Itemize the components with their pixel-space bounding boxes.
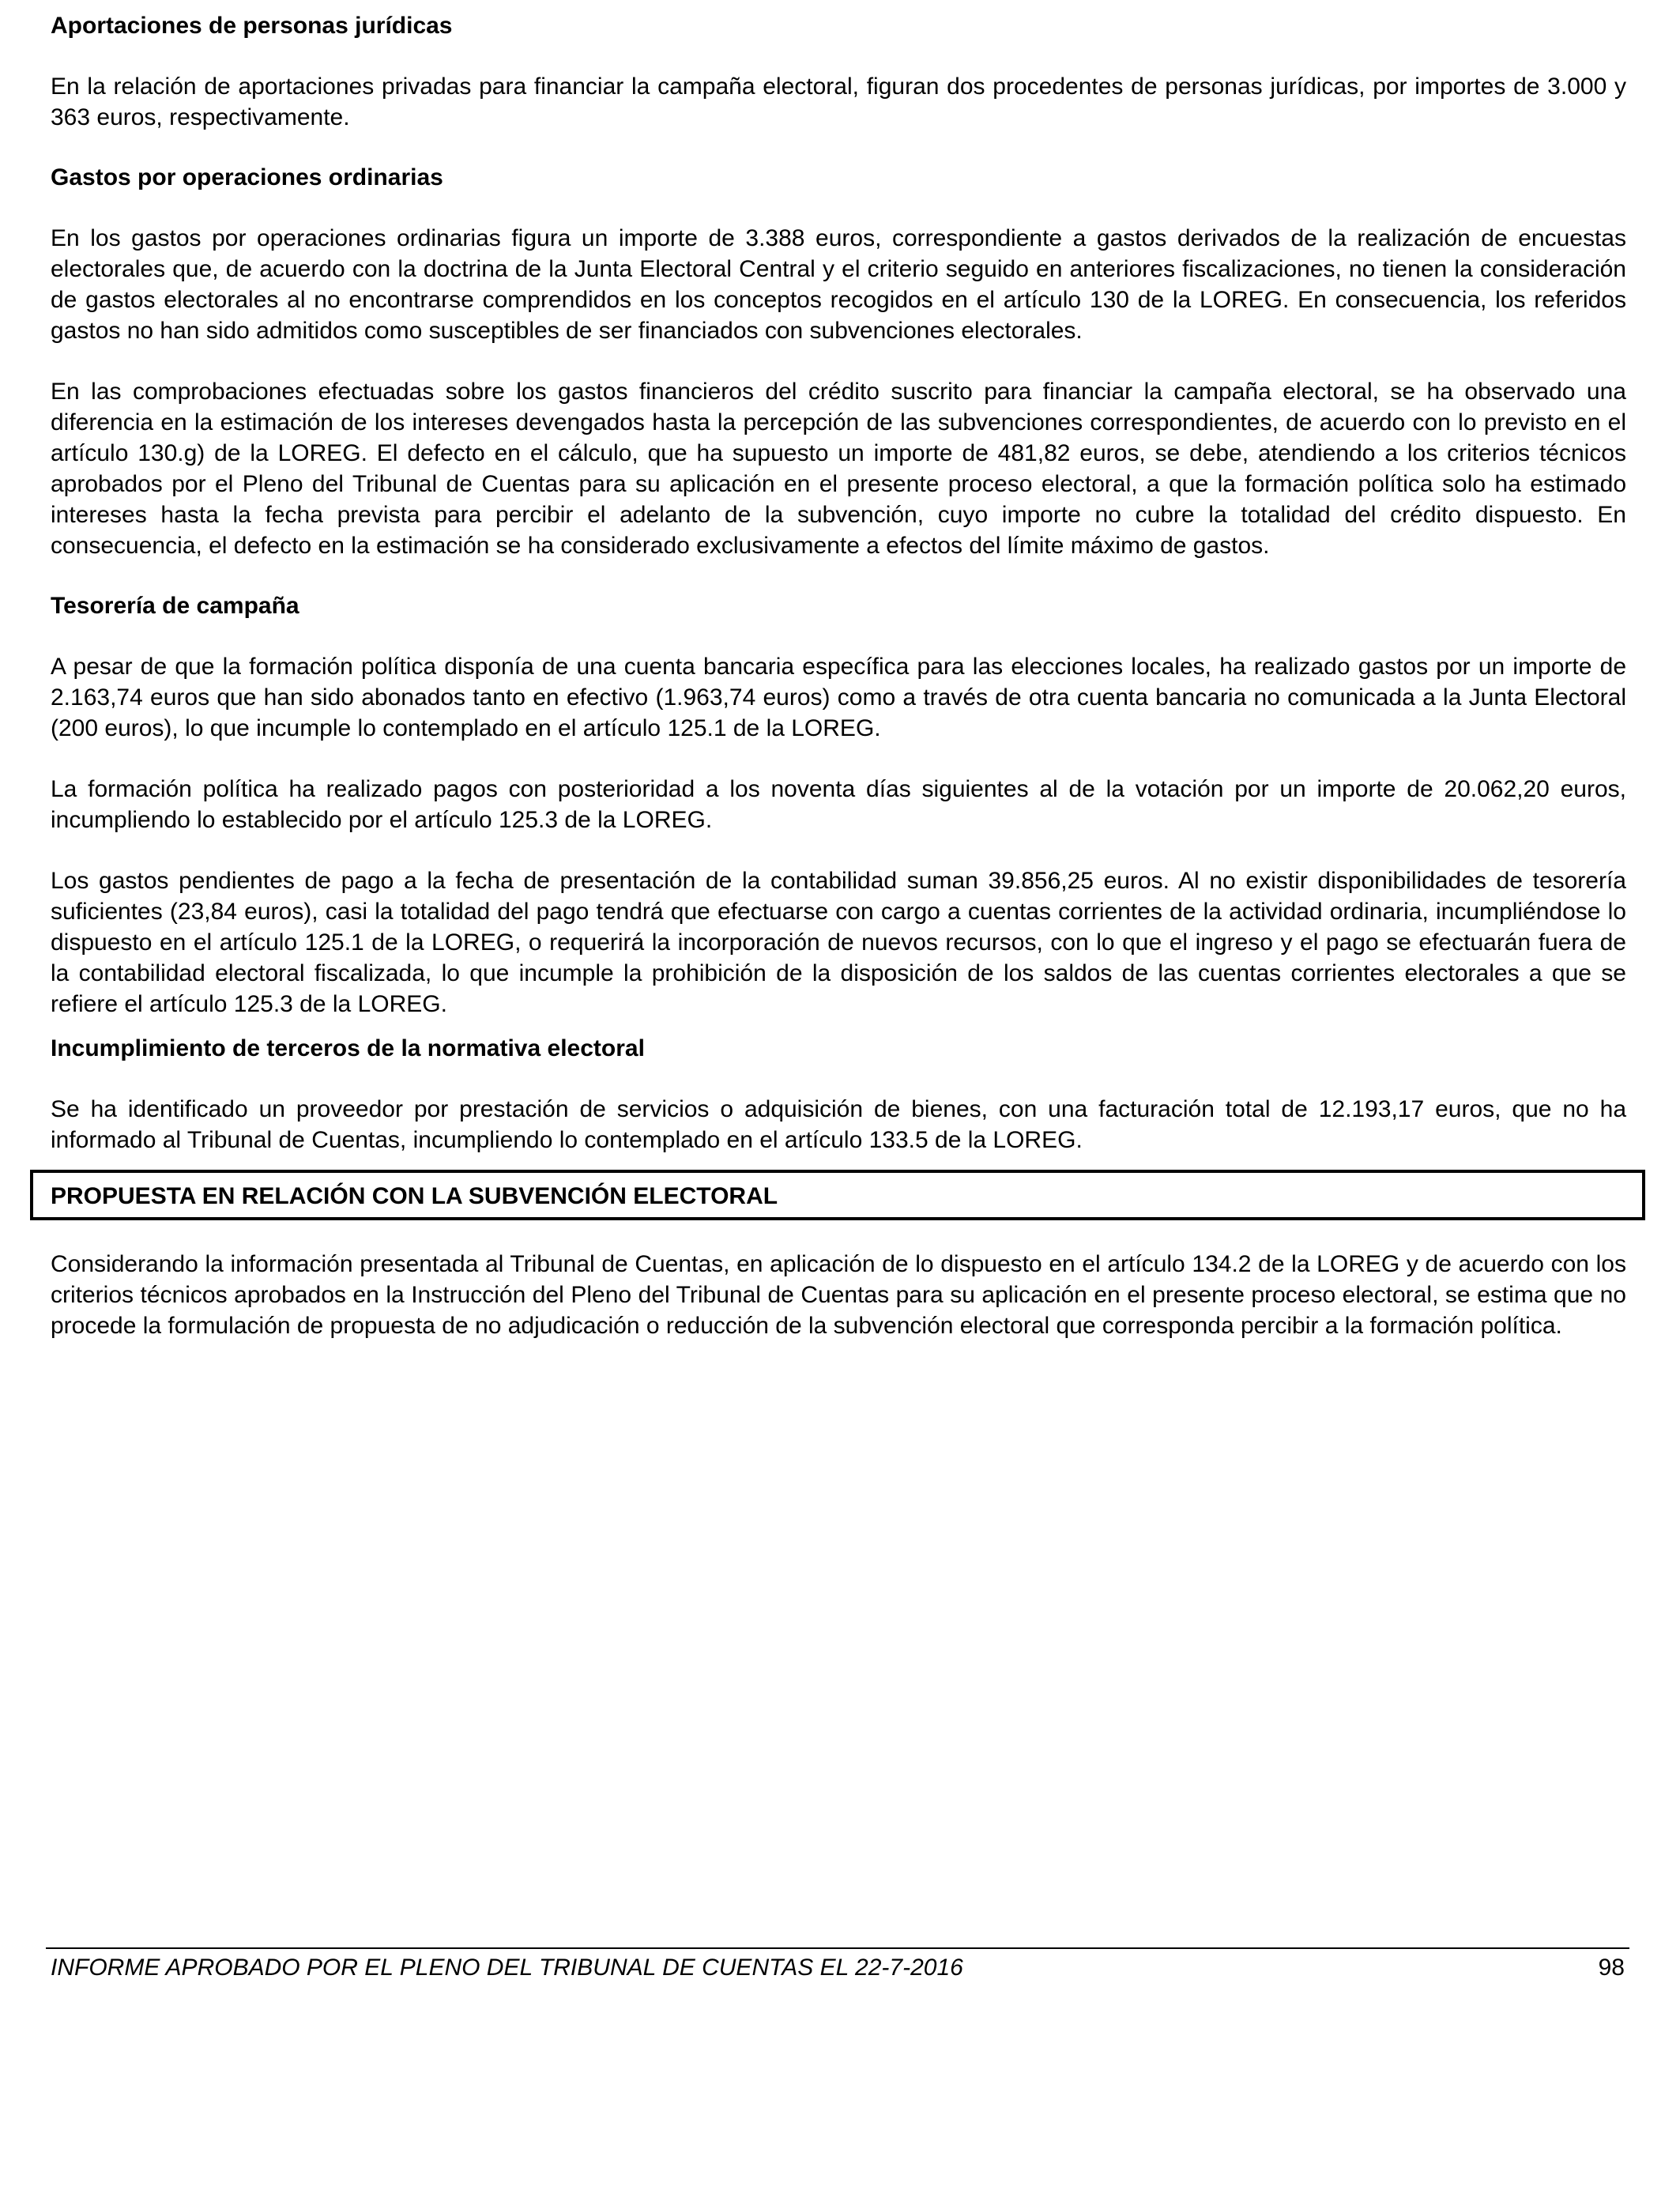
proposal-heading-box: PROPUESTA EN RELACIÓN CON LA SUBVENCIÓN ELECTORAL <box>30 1170 1645 1220</box>
page-number: 98 <box>1598 1955 1625 1981</box>
paragraph: A pesar de que la formación política disponía de una cuenta bancaria específica para las elecciones locales, ha realizado gastos por un importe de 2.163,74 euros que han sido abonados tanto en efectivo (1.963,74 euros) como a través de otra cuenta bancaria no comunicada a la Junta Electoral (200 euros), lo que incumple lo contemplado en el artículo 125.1 de la LOREG. <box>51 654 1626 741</box>
section-propuesta <box>51 1170 1626 1341</box>
page-footer <box>46 1947 1629 1984</box>
paragraph: Considerando la información presentada al Tribunal de Cuentas, en aplicación de lo dispuesto en el artículo 134.2 de la LOREG y de acuerdo con los criterios técnicos aprobados en la Instrucción del Pleno del Tribunal de Cuentas para su aplicación en el presente proceso electoral, se estima que no procede la formulación de propuesta de no adjudicación o reducción de la subvención electoral que corresponda percibir a la formación política. <box>51 1251 1626 1339</box>
section-gastos-ordinarias <box>51 163 1626 561</box>
paragraph: Se ha identificado un proveedor por prestación de servicios o adquisición de bienes, con una facturación total de 12.193,17 euros, que no ha informado al Tribunal de Cuentas, incumpliendo lo contemplado en el artículo 133.5 de la LOREG. <box>51 1096 1626 1153</box>
section-incumplimiento-terceros <box>51 1034 1626 1155</box>
section-tesoreria <box>51 591 1626 1020</box>
section-heading: Incumplimiento de terceros de la normativa electoral <box>51 1035 645 1061</box>
paragraph: En las comprobaciones efectuadas sobre los gastos financieros del crédito suscrito para financiar la campaña electoral, se ha observado una diferencia en la estimación de los intereses devengados hasta la percepción de las subvenciones correspondientes, de acuerdo con lo previsto en el artículo 130.g) de la LOREG. El defecto en el cálculo, que ha supuesto un importe de 481,82 euros, se debe, atendiendo a los criterios técnicos aprobados por el Pleno del Tribunal de Cuentas para su aplicación en el presente proceso electoral, a que la formación política solo ha estimado intereses hasta la fecha prevista para percibir el adelanto de la subvención, cuyo importe no cubre la totalidad del crédito dispuesto. En consecuencia, el defecto en la estimación se ha considerado exclusivamente a efectos del límite máximo de gastos. <box>51 379 1626 559</box>
section-heading: Aportaciones de personas jurídicas <box>51 13 453 39</box>
section-heading: Gastos por operaciones ordinarias <box>51 164 443 190</box>
paragraph: La formación política ha realizado pagos con posterioridad a los noventa días siguientes al de la votación por un importe de 20.062,20 euros, incumpliendo lo establecido por el artículo 125.3 de la LOREG. <box>51 776 1626 833</box>
paragraph: Los gastos pendientes de pago a la fecha de presentación de la contabilidad suman 39.856,25 euros. Al no existir disponibilidades de tesorería suficientes (23,84 euros), casi la totalidad del pago tendrá que efectuarse con cargo a cuentas corrientes de la actividad ordinaria, incumpliéndose lo dispuesto en el artículo 125.1 de la LOREG, o requerirá la incorporación de nuevos recursos, con lo que el ingreso y el pago se efectuarán fuera de la contabilidad electoral fiscalizada, lo que incumple la prohibición de la disposición de los saldos de las cuentas corrientes electorales a que se refiere el artículo 125.3 de la LOREG. <box>51 868 1626 1017</box>
section-heading: Tesorería de campaña <box>51 593 299 619</box>
footer-text: INFORME APROBADO POR EL PLENO DEL TRIBUNAL DE CUENTAS EL 22-7-2016 <box>51 1955 963 1981</box>
document-body <box>51 11 1626 1371</box>
section-aportaciones <box>51 11 1626 133</box>
paragraph: En la relación de aportaciones privadas para financiar la campaña electoral, figuran dos procedentes de personas jurídicas, por importes de 3.000 y 363 euros, respectivamente. <box>51 74 1626 130</box>
paragraph: En los gastos por operaciones ordinarias figura un importe de 3.388 euros, correspondiente a gastos derivados de la realización de encuestas electorales que, de acuerdo con la doctrina de la Junta Electoral Central y el criterio seguido en anteriores fiscalizaciones, no tienen la consideración de gastos electorales al no encontrarse comprendidos en los conceptos recogidos en el artículo 130 de la LOREG. En consecuencia, los referidos gastos no han sido admitidos como susceptibles de ser financiados con subvenciones electorales. <box>51 225 1626 344</box>
